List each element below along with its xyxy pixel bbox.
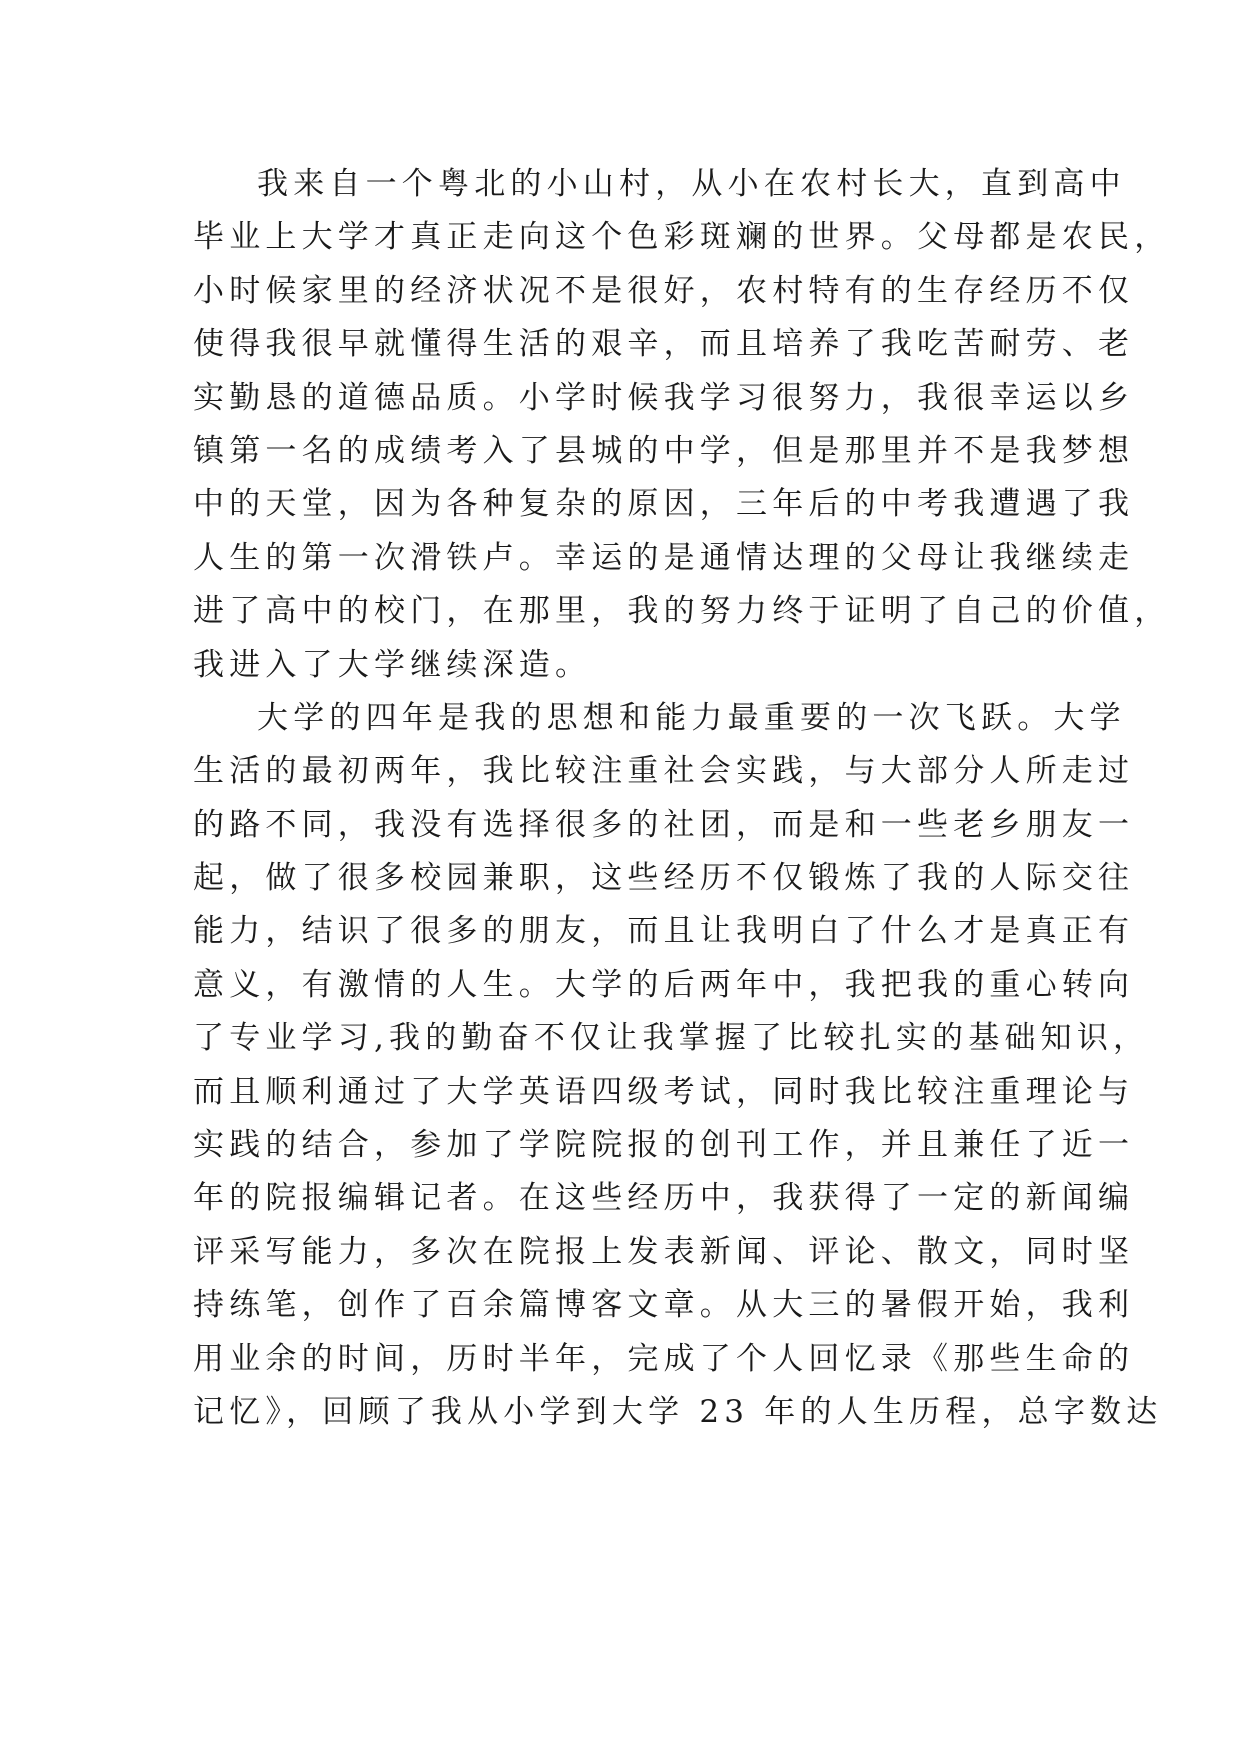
- text-line: 了专业学习,我的勤奋不仅让我掌握了比较扎实的基础知识，: [193, 1020, 1150, 1057]
- text-line: 评采写能力，多次在院报上发表新闻、评论、散文，同时坚: [193, 1233, 1135, 1270]
- text-line: 大学的四年是我的思想和能力最重要的一次飞跃。大学: [257, 699, 1126, 736]
- text-line: 生活的最初两年，我比较注重社会实践，与大部分人所走过: [193, 753, 1135, 790]
- text-line: 用业余的时间，历时半年，完成了个人回忆录《那些生命的: [193, 1340, 1135, 1377]
- text-line: 镇第一名的成绩考入了县城的中学，但是那里并不是我梦想: [193, 432, 1135, 469]
- text-line: 我来自一个粤北的小山村，从小在农村长大，直到高中: [257, 166, 1126, 202]
- text-line: 小时候家里的经济状况不是很好，农村特有的生存经历不仅: [193, 272, 1135, 309]
- text-line: 起，做了很多校园兼职，这些经历不仅锻炼了我的人际交往: [193, 860, 1135, 897]
- text-line: 我进入了大学继续深造。: [193, 646, 592, 683]
- paragraph-university: [193, 692, 1163, 1439]
- text-line: 意义，有激情的人生。大学的后两年中，我把我的重心转向: [193, 966, 1135, 1003]
- text-line: 毕业上大学才真正走向这个色彩斑斓的世界。父母都是农民，: [193, 219, 1171, 256]
- text-line: 实勤恳的道德品质。小学时候我学习很努力，我很幸运以乡: [193, 379, 1135, 416]
- text-line: 使得我很早就懂得生活的艰辛，而且培养了我吃苦耐劳、老: [193, 326, 1135, 363]
- text-line: 人生的第一次滑铁卢。幸运的是通情达理的父母让我继续走: [193, 539, 1135, 576]
- text-line: 而且顺利通过了大学英语四级考试，同时我比较注重理论与: [193, 1073, 1135, 1110]
- text-line: 能力，结识了很多的朋友，而且让我明白了什么才是真正有: [193, 913, 1135, 950]
- text-line: 持练笔，创作了百余篇博客文章。从大三的暑假开始，我利: [193, 1287, 1135, 1324]
- text-line: 的路不同，我没有选择很多的社团，而是和一些老乡朋友一: [193, 806, 1135, 843]
- document-body: [193, 158, 1171, 1439]
- text-line: 记忆》，回顾了我从小学到大学 23 年的人生历程，总字数达: [193, 1393, 1163, 1430]
- text-line: 年的院报编辑记者。在这些经历中，我获得了一定的新闻编: [193, 1180, 1135, 1217]
- text-line: 实践的结合，参加了学院院报的创刊工作，并且兼任了近一: [193, 1127, 1135, 1164]
- text-line: 进了高中的校门，在那里，我的努力终于证明了自己的价值，: [193, 593, 1171, 630]
- paragraph-hometown: [193, 158, 1171, 692]
- text-line: 中的天堂，因为各种复杂的原因，三年后的中考我遭遇了我: [193, 486, 1135, 523]
